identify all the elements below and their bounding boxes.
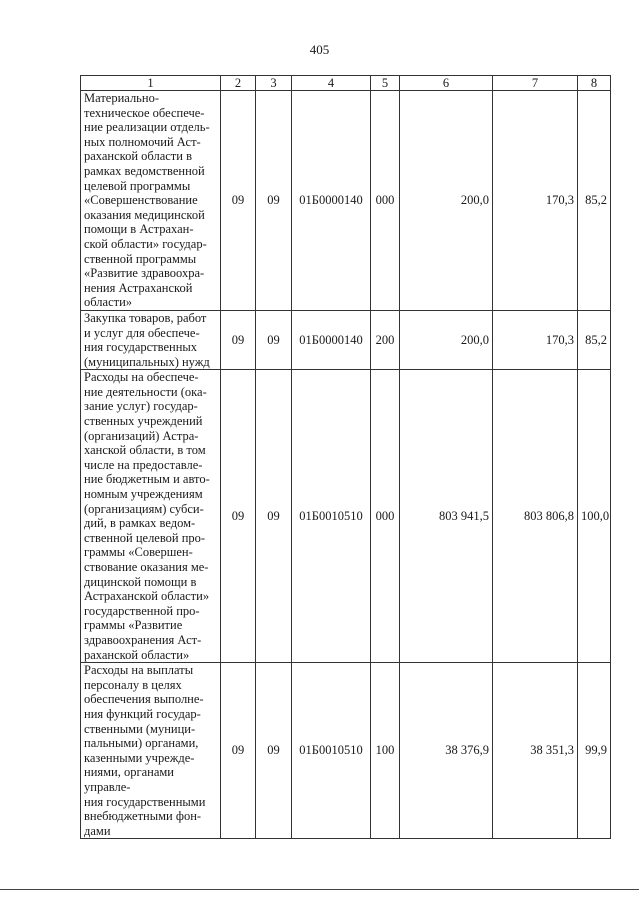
table-row [81, 91, 611, 311]
row-plan: 200,0 [400, 91, 493, 311]
header-cell-3: 3 [256, 76, 292, 91]
header-cell-1: 1 [81, 76, 221, 91]
budget-table [80, 75, 611, 839]
header-row [81, 76, 611, 91]
header-cell-7: 7 [493, 76, 578, 91]
table-row [81, 370, 611, 663]
row-expense-type: 000 [371, 91, 400, 311]
row-percent: 85,2 [578, 310, 611, 369]
row-subsection: 09 [256, 370, 292, 663]
row-subsection: 09 [256, 91, 292, 311]
header-cell-5: 5 [371, 76, 400, 91]
row-percent: 85,2 [578, 91, 611, 311]
row-fact: 170,3 [493, 310, 578, 369]
row-name: Материально- техническое обеспече- ние реализации отдель- ных полномочий Аст- раханской области в рамках ведомственной целевой программы «Совершенствование оказания медицинской помощи в Астрахан- ской области» государ- ственной программы «Развитие здравоохра- нения Астраханской области» [81, 91, 221, 311]
row-target-code: 01Б0000140 [292, 310, 371, 369]
row-name: Закупка товаров, работ и услуг для обеспече- ния государственных (муниципальных) нужд [81, 310, 221, 369]
row-fact: 803 806,8 [493, 370, 578, 663]
row-expense-type: 100 [371, 663, 400, 839]
row-percent: 100,0 [578, 370, 611, 663]
header-cell-8: 8 [578, 76, 611, 91]
row-fact: 38 351,3 [493, 663, 578, 839]
header-cell-4: 4 [292, 76, 371, 91]
row-percent: 99,9 [578, 663, 611, 839]
row-target-code: 01Б0010510 [292, 663, 371, 839]
row-subsection: 09 [256, 663, 292, 839]
page-bottom-rule [0, 889, 639, 890]
row-plan: 200,0 [400, 310, 493, 369]
row-section: 09 [221, 663, 256, 839]
row-section: 09 [221, 310, 256, 369]
row-subsection: 09 [256, 310, 292, 369]
row-fact: 170,3 [493, 91, 578, 311]
row-section: 09 [221, 370, 256, 663]
row-expense-type: 200 [371, 310, 400, 369]
header-cell-2: 2 [221, 76, 256, 91]
row-plan: 803 941,5 [400, 370, 493, 663]
header-cell-6: 6 [400, 76, 493, 91]
row-expense-type: 000 [371, 370, 400, 663]
row-name: Расходы на обеспече- ние деятельности (ока- зание услуг) государ- ственных учреждений (организаций) Астра- ханской области, в том числе на предоставле- ние бюджетным и авто- номным учреждениям (организациям) субси- дий, в рамках ведом- ственной целевой про- граммы «Совершен- ствование оказания ме- дицинской помощи в Астраханской области» государственной про- граммы «Развитие здравоохранения Аст- раханской области» [81, 370, 221, 663]
row-name: Расходы на выплаты персоналу в целях обеспечения выполне- ния функций государ- ственными (муници- пальными) органами, казенными учрежде- ниями, органами управле- ния государственными внебюджетными фон- дами [81, 663, 221, 839]
table-row [81, 663, 611, 839]
row-plan: 38 376,9 [400, 663, 493, 839]
row-target-code: 01Б0000140 [292, 91, 371, 311]
table-row [81, 310, 611, 369]
page-number: 405 [309, 42, 330, 57]
row-section: 09 [221, 91, 256, 311]
row-target-code: 01Б0010510 [292, 370, 371, 663]
